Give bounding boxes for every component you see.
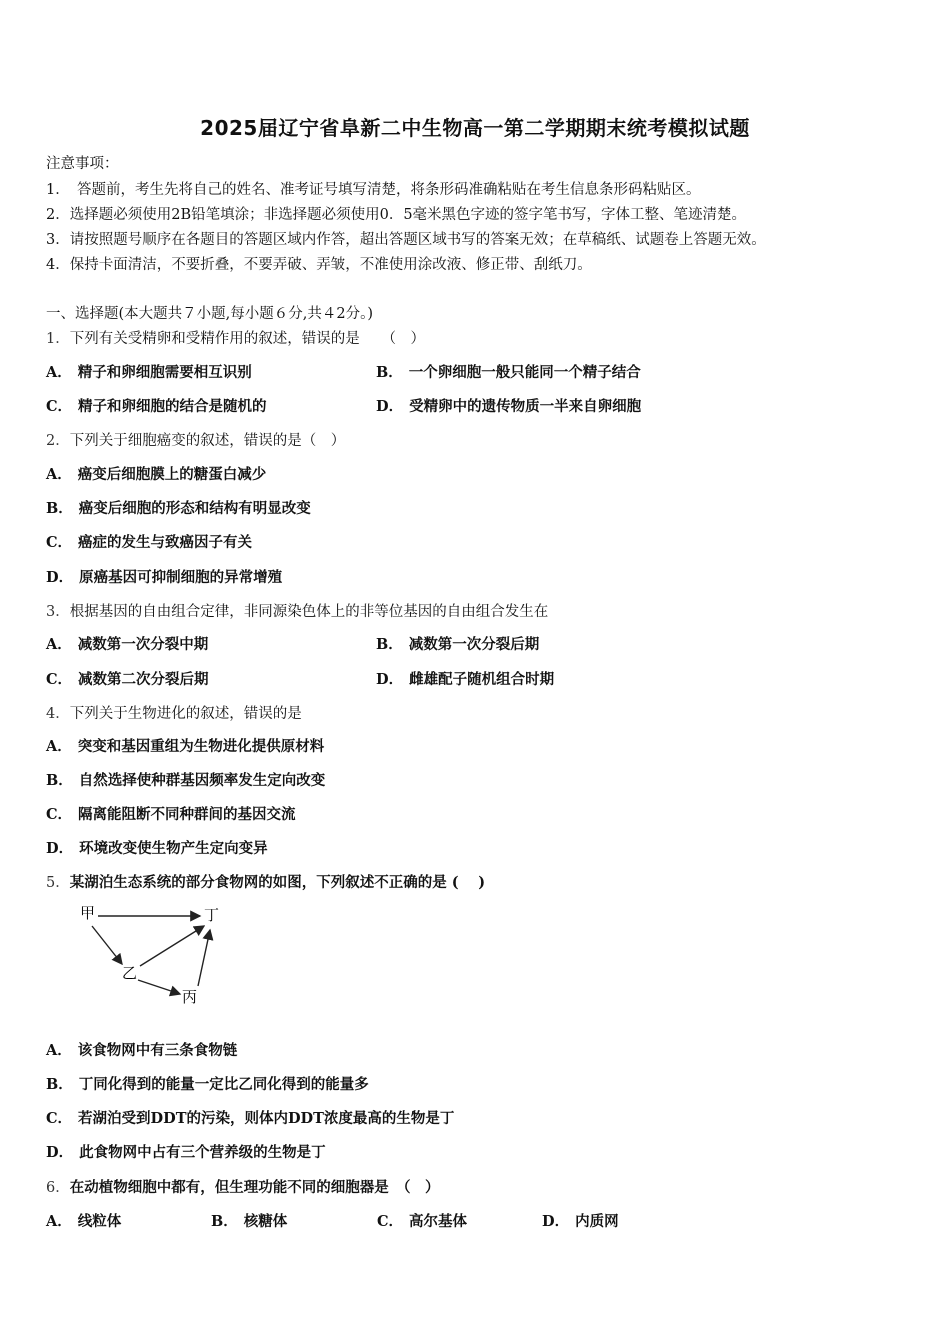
arrow-yi-bing [138, 980, 180, 994]
option-text: 减数第一次分裂中期 [77, 636, 209, 653]
q3-option-a[interactable] [46, 633, 208, 654]
q1-option-d[interactable] [376, 395, 641, 416]
option-letter: B． [46, 500, 73, 517]
option-text: 此食物网中占有三个营养级的生物是丁 [79, 1144, 326, 1161]
option-text: 该食物网中有三条食物链 [77, 1042, 238, 1059]
q1-option-c[interactable] [46, 395, 267, 416]
q2-option-d[interactable] [46, 566, 282, 587]
option-text: 突变和基因重组为生物进化提供原材料 [77, 738, 325, 755]
question-number: 5． [46, 875, 70, 891]
node-jia: 甲 [80, 904, 96, 922]
q5-option-c[interactable] [46, 1107, 454, 1128]
question-3 [46, 600, 548, 621]
option-text: 高尔基体 [409, 1213, 468, 1230]
option-text: 雌雄配子随机组合时期 [409, 671, 555, 688]
q3-option-c[interactable] [46, 668, 209, 689]
option-letter: C． [46, 671, 73, 688]
question-number: 6． [46, 1180, 70, 1196]
section-heading: 一、选择题(本大题共７小题,每小题６分,共４2分。) [46, 306, 374, 322]
q4-option-b[interactable] [46, 769, 325, 790]
q5-option-d[interactable] [46, 1141, 326, 1162]
page-title: 2025届辽宁省阜新二中生物高一第二学期期末统考模拟试题 [200, 116, 750, 140]
option-text: 若湖泊受到DDT的污染，则体内DDT浓度最高的生物是丁 [78, 1110, 455, 1127]
q2-option-b[interactable] [46, 497, 311, 518]
option-letter: A． [46, 364, 72, 381]
q6-option-d[interactable] [542, 1210, 619, 1231]
option-letter: A． [46, 738, 72, 755]
question-4 [46, 702, 302, 723]
option-text: 减数第二次分裂后期 [78, 671, 209, 688]
q4-option-c[interactable] [46, 803, 296, 824]
notice-item-1: 1． 答题前，考生先将自己的姓名、准考证号填写清楚，将条形码准确粘贴在考生信息条形码粘贴区。 [46, 182, 701, 198]
q6-option-c[interactable] [377, 1210, 467, 1231]
option-letter: B． [46, 772, 73, 789]
q3-option-d[interactable] [376, 668, 554, 689]
option-text: 一个卵细胞一般只能同一个精子结合 [408, 364, 641, 381]
q2-option-c[interactable] [46, 531, 252, 552]
option-text: 隔离能阻断不同种群间的基因交流 [78, 806, 296, 823]
question-number: 2． [46, 433, 70, 449]
arrow-jia-yi [92, 926, 122, 964]
option-letter: D． [376, 398, 404, 415]
option-letter: B． [46, 1076, 73, 1093]
arrow-bing-ding [198, 930, 210, 986]
question-2 [46, 429, 345, 450]
question-number: 4． [46, 706, 70, 722]
option-letter: A． [46, 1042, 72, 1059]
question-1 [46, 327, 425, 348]
option-letter: C． [46, 806, 73, 823]
notice-item-2: 2．选择题必须使用2B铅笔填涂；非选择题必须使用0．5毫米黑色字迹的签字笔书写，字体工整、笔迹清楚。 [46, 207, 747, 223]
food-web-diagram [70, 898, 240, 1013]
option-letter: A． [46, 1213, 72, 1230]
option-letter: C． [377, 1213, 404, 1230]
option-text: 受精卵中的遗传物质一半来自卵细胞 [409, 398, 642, 415]
option-text: 线粒体 [77, 1213, 122, 1230]
option-letter: B． [211, 1213, 238, 1230]
question-6 [46, 1176, 439, 1197]
option-letter: C． [46, 534, 73, 551]
option-text: 精子和卵细胞需要相互识别 [77, 364, 252, 381]
option-letter: D． [376, 671, 404, 688]
question-stem: 下列关于生物进化的叙述，错误的是 [69, 706, 302, 722]
notice-item-4: 4．保持卡面清洁，不要折叠，不要弄破、弄皱，不准使用涂改液、修正带、刮纸刀。 [46, 257, 592, 273]
option-letter: B． [376, 364, 403, 381]
arrow-yi-ding [140, 926, 204, 966]
option-text: 原癌基因可抑制细胞的异常增殖 [79, 569, 283, 586]
q2-option-a[interactable] [46, 463, 266, 484]
option-letter: D． [46, 840, 74, 857]
option-letter: C． [46, 398, 73, 415]
option-text: 癌变后细胞的形态和结构有明显改变 [78, 500, 311, 517]
question-stem: 下列关于细胞癌变的叙述，错误的是（ ） [69, 433, 346, 449]
option-text: 癌症的发生与致癌因子有关 [78, 534, 253, 551]
option-text: 内质网 [575, 1213, 619, 1230]
q5-option-b[interactable] [46, 1073, 369, 1094]
option-text: 精子和卵细胞的结合是随机的 [78, 398, 267, 415]
option-letter: C． [46, 1110, 73, 1127]
q3-option-b[interactable] [376, 633, 539, 654]
q4-option-a[interactable] [46, 735, 324, 756]
question-stem: 某湖泊生态系统的部分食物网的如图，下列叙述不正确的是 ( ) [69, 874, 486, 891]
option-letter: A． [46, 636, 72, 653]
q1-option-b[interactable] [376, 361, 641, 382]
question-5 [46, 871, 485, 892]
node-bing: 丙 [182, 988, 198, 1006]
q6-option-a[interactable] [46, 1210, 121, 1231]
notice-item-3: 3．请按照题号顺序在各题目的答题区域内作答，超出答题区域书写的答案无效；在草稿纸、试题卷上答题无效。 [46, 232, 766, 248]
option-text: 核糖体 [243, 1213, 288, 1230]
option-text: 减数第一次分裂后期 [408, 636, 540, 653]
option-letter: D． [46, 569, 74, 586]
question-stem: 下列有关受精卵和受精作用的叙述，错误的是 （ ） [69, 331, 425, 347]
node-ding: 丁 [204, 906, 220, 924]
question-number: 3． [46, 604, 70, 620]
option-text: 丁同化得到的能量一定比乙同化得到的能量多 [78, 1076, 369, 1093]
option-text: 癌变后细胞膜上的糖蛋白减少 [77, 466, 267, 483]
notice-heading: 注意事项： [46, 156, 119, 172]
q5-option-a[interactable] [46, 1039, 237, 1060]
question-number: 1． [46, 331, 70, 347]
q4-option-d[interactable] [46, 837, 268, 858]
option-letter: D． [46, 1144, 74, 1161]
q6-option-b[interactable] [211, 1210, 287, 1231]
option-text: 自然选择使种群基因频率发生定向改变 [78, 772, 326, 789]
option-text: 环境改变使生物产生定向变异 [79, 840, 268, 857]
question-stem: 在动植物细胞中都有，但生理功能不同的细胞器是 （ ） [69, 1179, 440, 1196]
option-letter: D． [542, 1213, 570, 1230]
node-yi: 乙 [122, 964, 138, 982]
option-letter: A． [46, 466, 72, 483]
question-stem: 根据基因的自由组合定律，非同源染色体上的非等位基因的自由组合发生在 [69, 604, 549, 620]
option-letter: B． [376, 636, 403, 653]
q1-option-a[interactable] [46, 361, 252, 382]
